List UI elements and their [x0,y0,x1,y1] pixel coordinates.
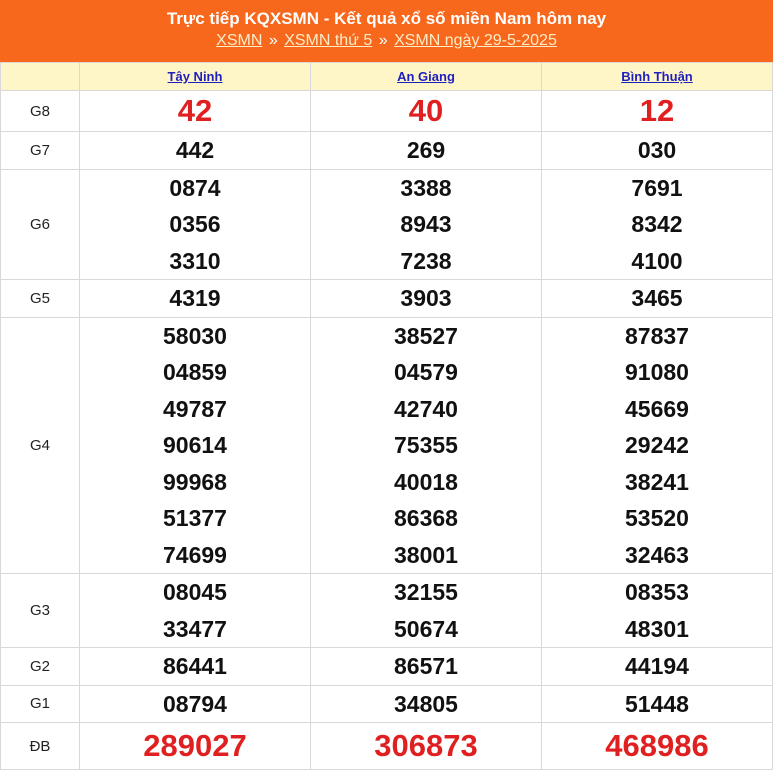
prize-number: 86571 [394,653,458,679]
prize-number: 289027 [143,728,247,763]
prize-number: 030 [637,137,677,163]
prize-cell [80,648,311,686]
prize-number: 50674 [394,615,458,642]
prize-number: 86441 [163,653,227,679]
prize-cell [80,169,311,280]
prize-number: 86368 [394,505,458,531]
prize-row-g8 [1,91,773,132]
prize-number: 38241 [625,468,689,495]
prize-number: 306873 [374,728,478,763]
prize-number: 04579 [394,359,458,385]
prize-cell [80,574,311,648]
prize-number: 08045 [163,579,227,605]
prize-cell [311,280,542,318]
prize-number: 40018 [394,468,458,495]
prize-number: 12 [639,93,675,128]
prize-cell [542,648,773,686]
breadcrumb-xsmn-thu-5[interactable]: XSMN thứ 5 [284,32,373,49]
prize-label: G6 [1,169,80,280]
prize-row-g3 [1,574,773,648]
prize-row-g4 [1,317,773,574]
province-link-binh-thuan[interactable]: Bình Thuận [621,69,693,84]
prize-number: 468986 [605,728,709,763]
breadcrumb-xsmn-date[interactable]: XSMN ngày 29-5-2025 [394,32,557,49]
prize-number: 53520 [625,505,689,531]
prize-number: 45669 [625,395,689,422]
prize-cell [542,132,773,170]
prize-cell [80,685,311,723]
prize-row-đb [1,723,773,770]
prize-label: G4 [1,317,80,574]
province-link-tay-ninh[interactable]: Tây Ninh [167,69,223,84]
prize-label: G1 [1,685,80,723]
prize-cell [311,574,542,648]
prize-label: ĐB [1,723,80,770]
breadcrumb [0,30,773,52]
prize-cell [542,280,773,318]
prize-row-g1 [1,685,773,723]
results-header [0,0,773,62]
breadcrumb-xsmn[interactable]: XSMN [216,32,263,49]
prize-number: 32155 [394,579,458,605]
prize-label: G8 [1,91,80,132]
prize-number: 91080 [625,359,689,385]
prize-number: 8943 [400,211,452,237]
prize-number: 99968 [163,468,227,495]
prize-cell [80,317,311,574]
prize-cell [80,132,311,170]
prize-cell [311,685,542,723]
prize-number: 04859 [163,359,227,385]
prize-number: 442 [175,137,215,163]
prize-number: 269 [406,137,446,163]
prize-number: 58030 [163,322,227,349]
prize-number: 75355 [394,432,458,458]
prize-cell [311,648,542,686]
prize-number: 3388 [400,174,452,201]
prize-row-g2 [1,648,773,686]
prize-number: 33477 [163,615,227,642]
prize-label: G5 [1,280,80,318]
prize-cell [542,723,773,770]
prize-cell [311,91,542,132]
prize-cell [542,574,773,648]
prize-number: 90614 [163,432,227,458]
prize-number: 3310 [169,247,221,274]
prize-label: G7 [1,132,80,170]
prize-number: 32463 [625,541,689,568]
prize-row-g6 [1,169,773,280]
prize-cell [542,317,773,574]
prize-cell [80,91,311,132]
prize-cell [311,723,542,770]
prize-number: 42740 [394,395,458,422]
prize-cell [542,91,773,132]
prize-cell [311,169,542,280]
prize-cell [311,132,542,170]
prize-cell [542,169,773,280]
prize-row-g5 [1,280,773,318]
prize-number: 51377 [163,505,227,531]
breadcrumb-separator: » [378,32,388,49]
prize-number: 38001 [394,541,458,568]
prize-number: 87837 [625,322,689,349]
prize-number: 3465 [631,285,683,311]
prize-cell [311,317,542,574]
prize-number: 8342 [631,211,683,237]
prize-number: 0874 [169,174,221,201]
prize-number: 08794 [163,690,227,717]
prize-number: 38527 [394,322,458,349]
province-link-an-giang[interactable]: An Giang [397,69,455,84]
prize-number: 4319 [169,285,221,311]
prize-cell [80,280,311,318]
prize-number: 48301 [625,615,689,642]
prize-number: 42 [177,93,213,128]
prize-label: G3 [1,574,80,648]
province-header [80,63,311,91]
prize-number: 0356 [169,211,221,237]
prize-row-g7 [1,132,773,170]
results-body [1,91,773,770]
province-header [542,63,773,91]
prize-number: 7238 [400,247,452,274]
prize-number: 3903 [400,285,452,311]
breadcrumb-separator: » [268,32,278,49]
prize-number: 74699 [163,541,227,568]
prize-number: 44194 [625,653,689,679]
province-header-row [1,63,773,91]
prize-number: 7691 [631,174,683,201]
prize-cell [80,723,311,770]
prize-number: 08353 [625,579,689,605]
province-header [311,63,542,91]
prize-cell [542,685,773,723]
prize-number: 29242 [625,432,689,458]
prize-number: 34805 [394,690,458,717]
prize-number: 51448 [625,690,689,717]
prize-column-header [1,63,80,91]
page-title: Trực tiếp KQXSMN - Kết quả xổ số miền Nam hôm nay [166,9,607,28]
prize-label: G2 [1,648,80,686]
prize-number: 40 [408,93,444,128]
prize-number: 4100 [631,247,683,274]
results-table [0,62,773,770]
prize-number: 49787 [163,395,227,422]
